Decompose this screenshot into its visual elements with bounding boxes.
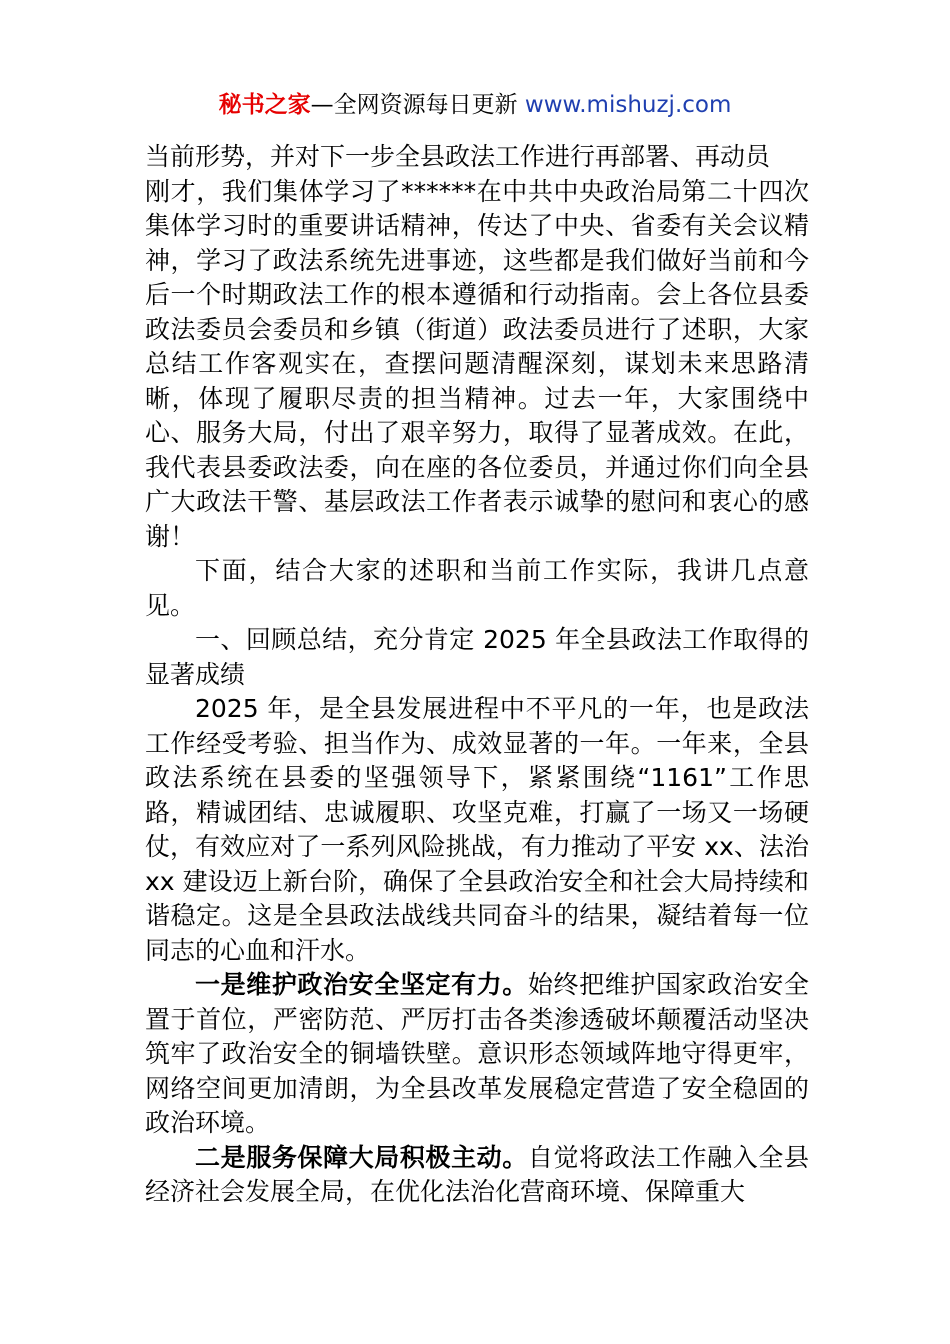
paragraph-intro: 下面，结合大家的述职和当前工作实际，我讲几点意见。	[145, 556, 809, 620]
paragraph-point-1	[145, 968, 809, 1141]
brand-name: 秘书之家	[218, 92, 311, 118]
page-header	[0, 88, 950, 122]
section-heading-1: 一、回顾总结，充分肯定 2025 年全县政法工作取得的显著成绩	[145, 625, 809, 689]
point-2-lead: 二是服务保障大局积极主动。	[195, 1142, 528, 1172]
paragraph-opening: 刚才，我们集体学习了******在中共中央政治局第二十四次集体学习时的重要讲话精神，传达了中央、省委有关会议精神，学习了政法系统先进事迹，这些都是我们做好当前和今后一个时期政法工作的根本遵循和行动指南。会上各位县委政法委员会委员和乡镇（街道）政法委员进行了述职，大家总结工作客观实在，查摆问题清醒深刻，谋划未来思路清晰，体现了履职尽责的担当精神。过去一年，大家围绕中心、服务大局，付出了艰辛努力，取得了显著成效。在此，我代表县委政法委，向在座的各位委员，并通过你们向全县广大政法干警、基层政法工作者表示诚挚的慰问和衷心的感谢！	[145, 176, 809, 551]
paragraph-continuation: 当前形势，并对下一步全县政法工作进行再部署、再动员	[145, 142, 771, 171]
paragraph-point-2	[145, 1141, 809, 1210]
point-2-text: 自觉将政法工作融入全县经济社会发展全局，在优化法治化营商环境、保障重大	[145, 1142, 809, 1206]
website-link[interactable]: www.mishuzj.com	[524, 92, 732, 118]
point-1-text: 始终把维护国家政治安全置于首位，严密防范、严厉打击各类渗透破坏颠覆活动坚决筑牢了政治安全的铜墙铁壁。意识形态领域阵地守得更牢，网络空间更加清朗，为全县改革发展稳定营造了安全稳固的政治环境。	[145, 970, 809, 1137]
paragraph-review: 2025 年，是全县发展进程中不平凡的一年，也是政法工作经受考验、担当作为、成效显著的一年。一年来，全县政法系统在县委的坚强领导下，紧紧围绕“1161”工作思路，精诚团结、忠诚履职、攻坚克难，打赢了一场又一场硬仗，有效应对了一系列风险挑战，有力推动了平安 xx、法治 xx 建设迈上新台阶，确保了全县政治安全和社会大局持续和谐稳定。这是全县政法战线共同奋斗的结果，凝结着每一位同志的心血和汗水。	[145, 694, 809, 965]
point-1-lead: 一是维护政治安全坚定有力。	[195, 970, 528, 999]
document-body	[145, 140, 809, 1210]
header-tagline: —全网资源每日更新	[310, 92, 525, 118]
